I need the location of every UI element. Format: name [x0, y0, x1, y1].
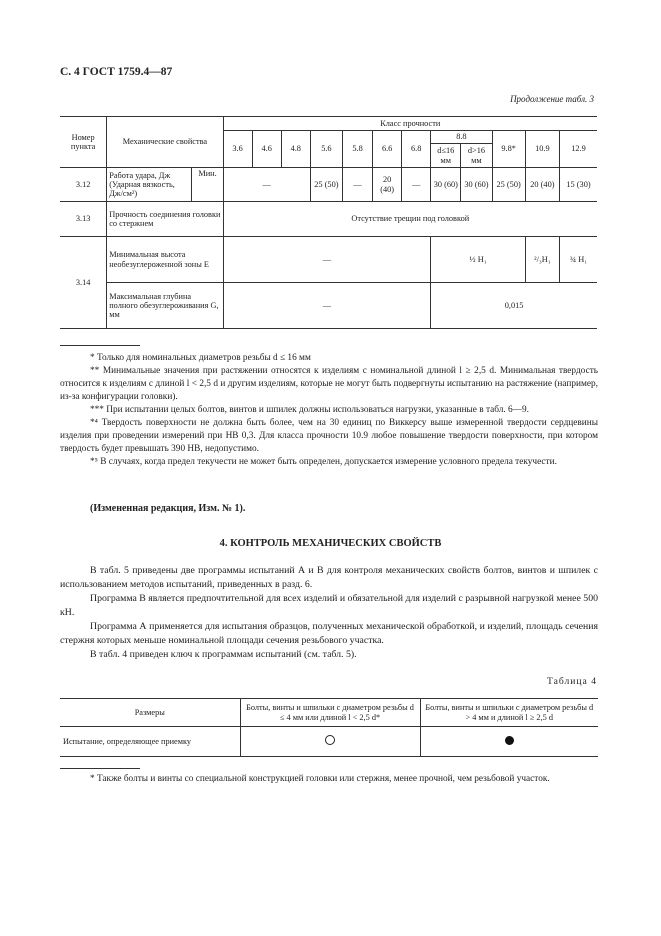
row-prop: Максимальная глубина полного обезуглероживания G, мм — [107, 283, 223, 329]
col-class-header: Класс прочности — [223, 117, 597, 131]
class-cell: 5.8 — [342, 131, 372, 168]
row-num: 3.12 — [60, 168, 107, 202]
page-header: С. 4 ГОСТ 1759.4—87 — [60, 66, 173, 78]
footnote: * Только для номинальных диаметров резьбы d ≤ 16 мм — [90, 353, 311, 363]
footnote: *⁵ В случаях, когда предел текучести не может быть определен, допускается измерение условного предела текучести. — [90, 457, 557, 467]
edition-note: (Измененная редакция, Изм. № 1). — [90, 503, 246, 514]
paragraph: В табл. 5 приведены две программы испытаний А и В для контроля механических свойств болтов, винтов и шпилек с использованием методов испытаний, приведенных в разд. 6. — [60, 565, 598, 590]
paragraph: В табл. 4 приведен ключ к программам испытаний (см. табл. 5). — [90, 649, 357, 660]
cell-value: 20 (40) — [525, 168, 559, 202]
cell-value: 30 (60) — [431, 168, 461, 202]
cell-marker — [240, 727, 420, 757]
cell-value: ½ H₁ — [431, 237, 526, 283]
footnote: *⁴ Твердость поверхности не должна быть более, чем на 30 единиц по Виккерсу выше измеренной твердости сердцевины изделия при проведении измерений при HВ 0,3. Для класса прочности 10.9 любое повышение твердости поверхности, при котором твердость будет превышать 390 HВ, недопустимо. — [60, 418, 598, 454]
table-4-caption: Таблица 4 — [546, 676, 597, 687]
cell-dash: — — [223, 283, 431, 329]
col-header: Болты, винты и шпильки с диаметром резьбы d ≤ 4 мм или длиной l < 2,5 d* — [240, 699, 420, 727]
col-num-header: Номер пункта — [60, 117, 107, 168]
footnote-rule — [60, 768, 140, 769]
cell-text: Отсутствие трещин под головкой — [223, 202, 597, 237]
cell-value: 15 (30) — [560, 168, 597, 202]
col-header: Размеры — [60, 699, 240, 727]
class-sub-88a: d≤16 мм — [431, 144, 461, 168]
table-4 — [60, 698, 598, 757]
body-text — [60, 564, 598, 662]
cell-dash: — — [402, 168, 431, 202]
class-cell: 9.8* — [492, 131, 525, 168]
empty-circle-icon — [325, 735, 335, 745]
row-minmax: Мин. — [192, 168, 223, 202]
cell-dash: — — [223, 237, 431, 283]
col-prop-header: Механические свойства — [107, 117, 223, 168]
row-label: Испытание, определяющее приемку — [60, 727, 240, 757]
cell-value: 0,015 — [431, 283, 597, 329]
class-cell: 4.6 — [252, 131, 281, 168]
row-prop: Минимальная высота необезуглероженной зоны E — [107, 237, 223, 283]
cell-dash: — — [223, 168, 310, 202]
footnote: * Также болты и винты со специальной конструкцией головки или стержня, менее прочной, чем резьбовой участок. — [90, 774, 550, 784]
row-num: 3.14 — [60, 237, 107, 329]
table-continuation: Продолжение табл. 3 — [510, 94, 594, 104]
filled-circle-icon — [505, 736, 514, 745]
cell-dash: — — [342, 168, 372, 202]
col-header: Болты, винты и шпильки с диаметром резьбы d > 4 мм и длиной l ≥ 2,5 d — [420, 699, 598, 727]
class-sub-88b: d>16 мм — [461, 144, 492, 168]
class-cell: 3.6 — [223, 131, 252, 168]
footnote-t4-block — [60, 773, 598, 786]
cell-value: 20 (40) — [373, 168, 402, 202]
footnote-rule — [60, 345, 140, 346]
section-title: 4. КОНТРОЛЬ МЕХАНИЧЕСКИХ СВОЙСТВ — [219, 538, 442, 549]
cell-value: 25 (50) — [492, 168, 525, 202]
footnote: ** Минимальные значения при растяжении относятся к изделиям с номинальной длиной l ≥ 2,5 d. Минимальная твердость относится к изделиям с длиной l < 2,5 d и другим изделиям, которые не могут быть подвергнуты испытанию на растяжение (например, из-за конфигурации головки). — [60, 366, 598, 402]
footnote: *** При испытании целых болтов, винтов и шпилек должны использоваться нагрузки, указанные в табл. 6—9. — [90, 405, 529, 415]
cell-value: 30 (60) — [461, 168, 492, 202]
class-cell: 4.8 — [281, 131, 310, 168]
cell-value: 25 (50) — [310, 168, 342, 202]
footnotes — [60, 352, 598, 469]
class-cell: 6.6 — [373, 131, 402, 168]
cell-value: ¾ H₁ — [560, 237, 597, 283]
row-prop: Прочность соединения головки со стержнем — [107, 202, 223, 237]
row-prop: Работа удара, Дж (Ударная вязкость, Дж/см²) — [107, 168, 192, 202]
cell-marker — [420, 727, 598, 757]
row-num: 3.13 — [60, 202, 107, 237]
class-cell: 12.9 — [560, 131, 597, 168]
class-cell-88: 8.8 — [431, 131, 492, 144]
cell-value: ²/₃H₁ — [525, 237, 559, 283]
table-3 — [60, 116, 597, 329]
paragraph: Программа А применяется для испытания образцов, полученных механической обработкой, и изделий, площадь сечения стержня которых меньше номинальной площади сечения резьбового участка. — [60, 621, 598, 646]
paragraph: Программа В является предпочтительной для всех изделий и обязательной для изделий с разрывной нагрузкой менее 500 кН. — [60, 593, 598, 618]
class-cell: 10.9 — [525, 131, 559, 168]
class-cell: 6.8 — [402, 131, 431, 168]
class-cell: 5.6 — [310, 131, 342, 168]
